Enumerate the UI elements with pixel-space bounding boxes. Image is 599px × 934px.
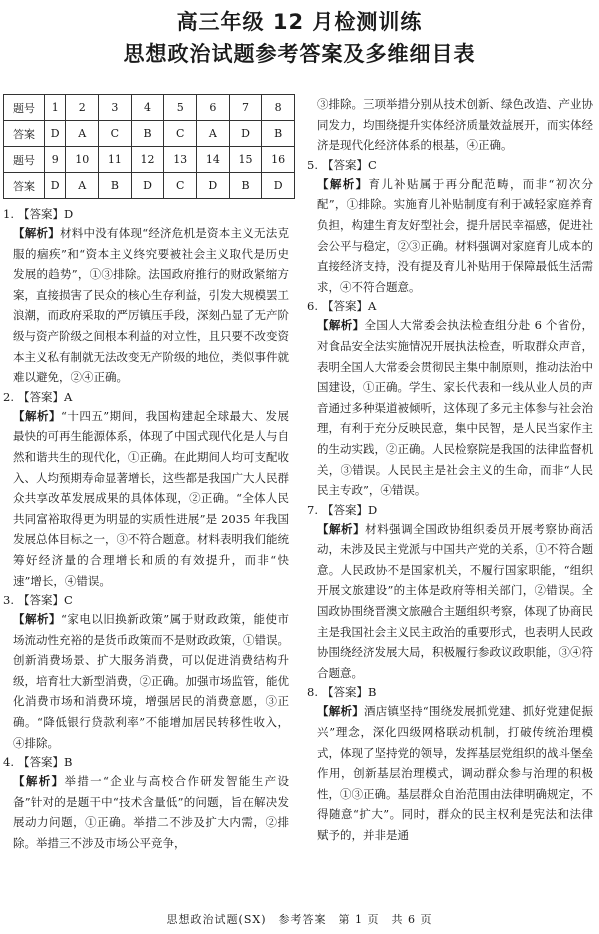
answer-heading: [3, 753, 289, 771]
answer-key: 【答案】B: [18, 755, 73, 770]
answer-key: 【答案】D: [18, 207, 74, 221]
answer-table-row: [4, 121, 295, 147]
answer-table-cell: D: [131, 173, 164, 199]
explanation-paragraph: [317, 94, 593, 156]
page-subtitle: 思想政治试题参考答案及多维细目表: [123, 42, 476, 66]
answer-table-cell: D: [45, 173, 66, 199]
explanation-tag: 【解析】: [317, 704, 364, 719]
answer-table-cell: C: [99, 121, 132, 147]
question-number: 6.: [307, 299, 318, 314]
answer-heading: [3, 205, 289, 223]
answer-table-row-header: 题号: [4, 95, 45, 121]
answer-table-cell: 4: [131, 95, 164, 121]
explanation-tag: 【解析】: [13, 408, 61, 423]
answer-table-cell: 14: [197, 147, 230, 173]
left-column: [3, 94, 289, 854]
answer-table-cell: A: [197, 121, 230, 147]
question-number: 1.: [3, 207, 14, 221]
answer-heading: [307, 683, 593, 701]
question-number: 2.: [3, 389, 14, 404]
answer-item: [3, 205, 289, 388]
answer-heading: [307, 297, 593, 315]
answer-table-cell: 1: [45, 95, 66, 121]
question-number: 5.: [307, 157, 318, 172]
page-title: 高三年级 12 月检测训练: [176, 10, 423, 34]
explanation-tag: 【解析】: [317, 318, 365, 333]
answer-table-cell: D: [229, 121, 262, 147]
answer-table-cell: A: [66, 173, 99, 199]
answer-item: [3, 388, 289, 591]
answer-table-cell: D: [45, 121, 66, 147]
explanation-paragraph: [317, 701, 593, 845]
answer-table-cell: 5: [164, 95, 197, 121]
answer-table-cell: 16: [262, 147, 295, 173]
question-number: 7.: [307, 502, 318, 517]
explanation-text: 全国人大常委会执法检查组分赴 6 个省份，对食品安全法实施情况开展执法检查，听取群众声音，表明全国人大常委会贯彻民主集中制原则，推动法治中国建设，①正确。学生、家长代表和一线从业人员的声音通过多种渠道被倾听，这体现了多元主体参与社会治理，有利于充分反映民意，集中民智，是人民当家作主的生动实践，②正确。人民检察院是我国的法律监督机关，③错误。人民民主是社会主义的生命，而非“人民民主专政”，④错误。: [317, 318, 593, 498]
answer-heading: [307, 501, 593, 519]
explanation-text: 育儿补贴属于再分配范畴，而非“初次分配”，①排除。实施育儿补贴制度有利于减轻家庭养育负担，构建生育友好型社会，提升居民幸福感，促进社会公平与稳定，②③正确。材料强调对家庭育儿成本的直接经济支持，没有提及育儿补贴用于保障最低生活需求，④不符合题意。: [317, 176, 593, 294]
answer-key: 【答案】A: [18, 389, 73, 404]
answer-table-cell: D: [262, 173, 295, 199]
answer-item: [3, 753, 289, 853]
explanation-paragraph: [13, 223, 289, 388]
answer-heading: [3, 388, 289, 406]
answer-item: [3, 591, 289, 753]
answer-table-cell: 2: [66, 95, 99, 121]
answer-table-cell: 6: [197, 95, 230, 121]
answer-table: [3, 94, 295, 199]
answer-table-cell: B: [262, 121, 295, 147]
answer-item: [307, 94, 593, 156]
answer-key: 【答案】C: [322, 157, 377, 172]
answer-table-cell: B: [229, 173, 262, 199]
answer-table-row-header: 答案: [4, 121, 45, 147]
explanation-text: 材料强调全国政协组织委员开展考察协商活动，未涉及民主党派与中国共产党的关系，①不符合题意。人民政协不是国家机关，不履行国家职能，“组织开展文旅建设”的主体是政府等相关部门，②错误。全国政协围绕晋澳文旅融合主题组织考察，体现了协商民主是我国社会主义民主政治的重要形式，也表明人民政协围绕经济发展大局，积极履行参政议政职能，③④符合题意。: [317, 521, 594, 680]
explanation-text: 举措一“企业与高校合作研发智能生产设备”针对的是题干中“技术含量低”的问题，旨在解决发展动力问题，①正确。举措二不涉及扩大内需，②排除。举措三不涉及市场公平竞争，: [13, 774, 289, 851]
answer-heading: [3, 591, 289, 609]
answer-table-row: [4, 173, 295, 199]
explanation-text: “家电以旧换新政策”属于财政政策，能使市场流动性充裕的是货币政策而不是财政政策，①错误。创新消费场景、扩大服务消费，可以促进消费结构升级，培育壮大新型消费，②正确。加强市场监管，能优化消费市场和消费环境，增强居民的消费意愿，③正确。“降低银行贷款利率”不能增加居民转移性收入，④排除。: [13, 612, 290, 750]
explanation-tag: 【解析】: [13, 612, 61, 627]
answer-table-row-header: 答案: [4, 173, 45, 199]
answer-table-cell: 3: [99, 95, 132, 121]
explanation-paragraph: [317, 519, 593, 684]
answer-item: [307, 683, 593, 845]
question-number: 8.: [307, 685, 318, 700]
answer-table-cell: B: [131, 121, 164, 147]
answer-key: 【答案】A: [322, 299, 377, 314]
explanation-paragraph: [317, 174, 593, 298]
answer-table-cell: B: [99, 173, 132, 199]
answer-key: 【答案】B: [322, 685, 377, 700]
answer-table-cell: 11: [99, 147, 132, 173]
answer-key: 【答案】D: [322, 502, 378, 517]
answer-item: [307, 156, 593, 298]
answer-table-cell: D: [197, 173, 230, 199]
answer-table-cell: 12: [131, 147, 164, 173]
explanation-tag: 【解析】: [13, 774, 65, 789]
answer-table-row-header: 题号: [4, 147, 45, 173]
explanation-text: 酒店镇坚持“围绕发展抓党建、抓好党建促振兴”理念，深化四级网格联动机制，打破传统治理模式，体现了坚持党的领导，发挥基层党组织的战斗堡垒作用，创新基层治理模式，调动群众参与治理的积极性，①③正确。基层群众自治范围由法律明确规定，不得随意“扩大”。同时，群众的民主权利是宪法和法律赋予的，并非是通: [317, 704, 593, 842]
answer-heading: [307, 156, 593, 174]
answer-table-cell: 13: [164, 147, 197, 173]
answer-table-cell: C: [164, 173, 197, 199]
answer-item: [307, 297, 593, 500]
right-column: [307, 94, 593, 846]
explanation-tag: 【解析】: [317, 521, 366, 536]
answer-table-cell: 7: [229, 95, 262, 121]
answer-item: [307, 501, 593, 684]
explanation-paragraph: [13, 771, 289, 853]
explanation-text: “十四五”期间，我国构建起全球最大、发展最快的可再生能源体系，体现了中国式现代化是人与自然和谐共生的现代化，①正确。在此期间人均可支配收入、人均预期寿命显著增长，这些都是我国广大人民群众共享改革发展成果的具体体现，②正确。“全体人民共同富裕取得更为明显的实质性进展”是 2035 年我国发展总体目标之一，③不符合题意。材料表明我们能统筹好经济量的合理增长和质的有效提升，而非“快速”增长，④错误。: [13, 408, 290, 588]
answer-table-row: [4, 95, 295, 121]
answer-table-cell: 8: [262, 95, 295, 121]
page-footer: 思想政治试题(SX) 参考答案 第 1 页 共 6 页: [166, 913, 433, 926]
answer-table-cell: 15: [229, 147, 262, 173]
explanation-text: ③排除。三项举措分别从技术创新、绿色改造、产业协同发力，均围绕提升实体经济质量效益展开，而实体经济是现代化经济体系的根基，④正确。: [317, 97, 593, 153]
answer-table-row: [4, 147, 295, 173]
answer-table-cell: 10: [66, 147, 99, 173]
answer-key: 【答案】C: [18, 593, 73, 608]
question-number: 4.: [3, 755, 14, 770]
explanation-tag: 【解析】: [13, 226, 60, 240]
explanation-paragraph: [13, 406, 289, 591]
answer-table-cell: 9: [45, 147, 66, 173]
answer-table-cell: C: [164, 121, 197, 147]
explanation-paragraph: [317, 315, 593, 500]
explanation-tag: 【解析】: [317, 176, 369, 191]
explanation-text: 材料中没有体现“经济危机是资本主义无法克服的痼疾”和“资本主义终究要被社会主义取代是历史发展的趋势”，①③排除。法国政府推行的财政紧缩方案，直接损害了民众的核心生存利益，引发大规模罢工浪潮，而政府采取的严厉镇压手段，深刻凸显了无产阶级与资产阶级之间根本利益的对立性，且只要不改变资本主义私有制就无法改变无产阶级的地位，类似事件就难以避免，②④正确。: [13, 226, 289, 385]
explanation-paragraph: [13, 609, 289, 753]
answer-table-cell: A: [66, 121, 99, 147]
question-number: 3.: [3, 593, 14, 608]
